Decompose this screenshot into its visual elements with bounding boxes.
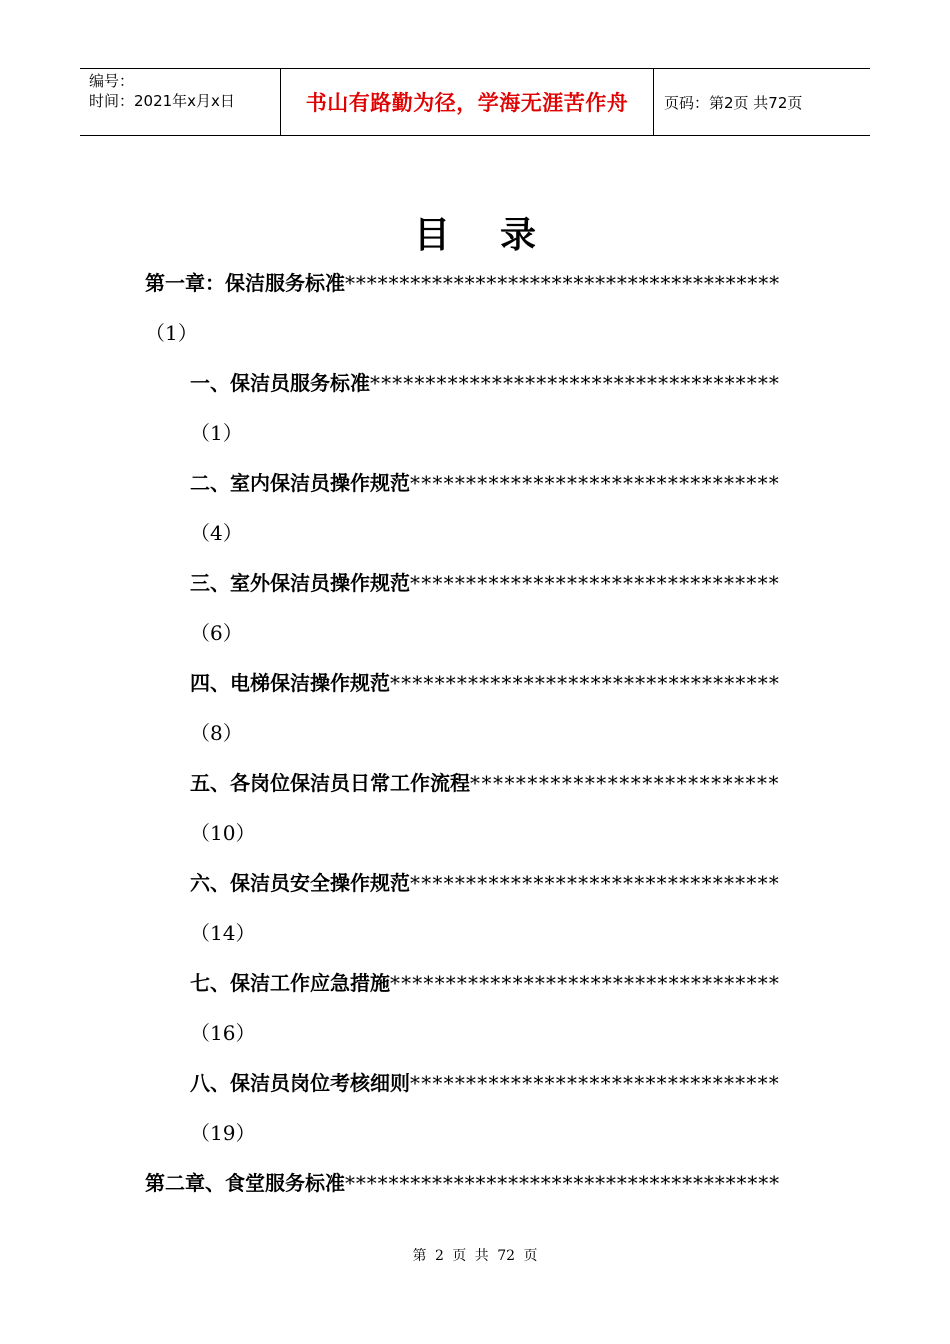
toc-entry-label: 七、保洁工作应急措施	[190, 971, 390, 995]
header-meta	[80, 69, 281, 135]
toc-entry[interactable]	[145, 258, 780, 308]
toc-entry-page: （4）	[190, 521, 243, 545]
toc-entry-label: 一、保洁员服务标准	[190, 371, 370, 395]
toc-entry-page: （6）	[190, 621, 243, 645]
toc-entry-leader: ****************************************	[345, 271, 780, 295]
header-time-label: 时间：2021年x月x日	[89, 92, 235, 110]
toc-entry[interactable]	[190, 1058, 780, 1108]
toc-entry-page: （19）	[190, 1121, 256, 1145]
toc-entry-label: 二、室内保洁员操作规范	[190, 471, 410, 495]
toc-entry-leader: ***********************************	[390, 971, 780, 995]
toc-entry[interactable]	[190, 458, 780, 508]
toc-entry[interactable]	[190, 758, 780, 808]
toc-entry-page: （1）	[145, 321, 198, 345]
toc-entry-page: （1）	[190, 421, 243, 445]
page-header	[80, 68, 870, 136]
toc-entry-label: 八、保洁员岗位考核细则	[190, 1071, 410, 1095]
header-motto: 书山有路勤为径，学海无涯苦作舟	[281, 69, 654, 135]
toc-entry-leader: *********************************	[410, 1071, 780, 1095]
toc-entry-page: （10）	[190, 821, 256, 845]
toc-entry-leader: *********************************	[410, 871, 780, 895]
toc-entry-label: 第二章、食堂服务标准	[145, 1171, 345, 1195]
toc-entry-leader: ***********************************	[390, 671, 780, 695]
toc-entry-page: （14）	[190, 921, 256, 945]
page-title: 目录	[413, 214, 586, 256]
toc-entry-label: 三、室外保洁员操作规范	[190, 571, 410, 595]
toc-entry[interactable]	[190, 858, 780, 908]
toc-entry-label: 六、保洁员安全操作规范	[190, 871, 410, 895]
toc-entry-page: （8）	[190, 721, 243, 745]
toc-entry[interactable]	[190, 958, 780, 1008]
toc-entry-leader: ****************************************	[345, 1171, 780, 1195]
toc-entry-label: 四、电梯保洁操作规范	[190, 671, 390, 695]
toc-entry-leader: *************************************	[370, 371, 780, 395]
toc-entry-label: 五、各岗位保洁员日常工作流程	[190, 771, 470, 795]
toc-entry[interactable]	[190, 558, 780, 608]
toc-entry-leader: ***************************	[470, 771, 780, 795]
toc-entry[interactable]	[190, 658, 780, 708]
toc-entry-leader: *********************************	[410, 471, 780, 495]
toc-entry[interactable]	[145, 1158, 780, 1208]
toc-entry-leader: *********************************	[410, 571, 780, 595]
toc-entry[interactable]	[190, 358, 780, 408]
toc-entry-label: 第一章：保洁服务标准	[145, 271, 345, 295]
toc-entry-page: （16）	[190, 1021, 256, 1045]
page-footer: 第 2 页 共 72 页	[412, 1248, 538, 1264]
header-page-info: 页码：第2页 共72页	[664, 93, 803, 112]
header-number-label: 编号：	[89, 72, 135, 90]
